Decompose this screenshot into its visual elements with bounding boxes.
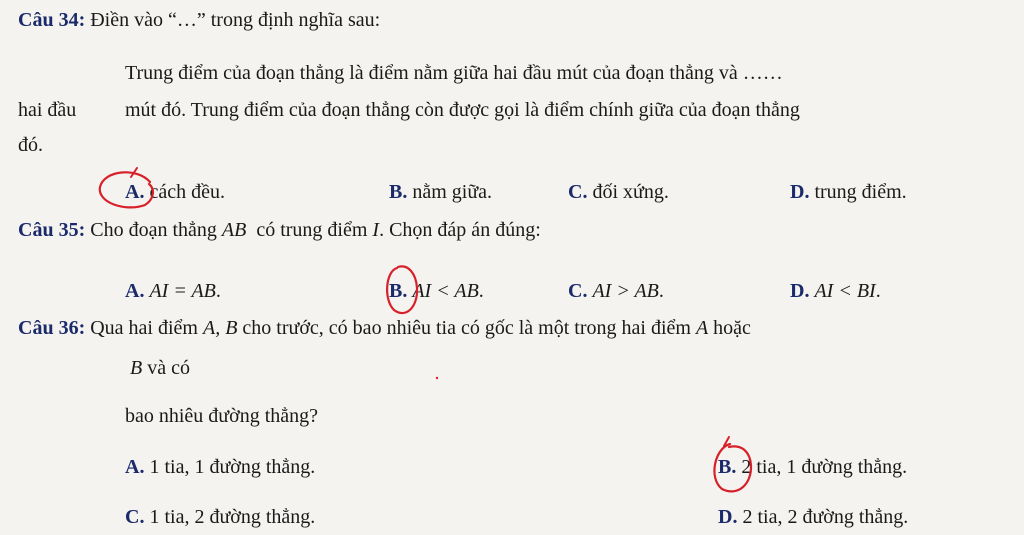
q36-option-d[interactable] <box>718 505 908 529</box>
q35-line <box>18 218 541 242</box>
option-tail: . <box>478 280 484 302</box>
option-text: AI < AB <box>412 280 479 302</box>
option-tail: . <box>215 280 221 302</box>
option-text: cách đều. <box>149 181 225 203</box>
option-letter: B. <box>389 181 408 203</box>
q35-point: I <box>372 219 380 241</box>
q34-line <box>18 8 380 32</box>
option-letter: A. <box>125 280 145 302</box>
option-letter: B. <box>389 280 408 302</box>
option-text: đối xứng. <box>592 181 669 203</box>
q34-definition-line3: đó. <box>18 134 43 156</box>
q36-line2-text: và có <box>147 357 190 379</box>
q34-option-d[interactable] <box>790 180 907 204</box>
q36-prompt-c: hoặc <box>713 317 751 339</box>
option-text: AI > AB <box>592 280 659 302</box>
q36-point: A <box>695 317 709 339</box>
option-text: 2 tia, 2 đường thẳng. <box>742 506 909 528</box>
option-letter: A. <box>125 456 145 478</box>
q36-prompt-a: Qua hai điểm <box>90 317 198 339</box>
option-letter: D. <box>790 280 810 302</box>
q36-line <box>18 316 751 340</box>
q35-option-b[interactable] <box>389 279 484 303</box>
q35-option-c[interactable] <box>568 279 664 303</box>
q36-prompt-b: cho trước, có bao nhiêu tia có gốc là một trong hai điểm <box>242 317 691 339</box>
option-letter: C. <box>125 506 145 528</box>
q35-prompt-a: Cho đoạn thẳng <box>90 219 217 241</box>
option-text: AI < BI <box>814 280 876 302</box>
option-letter: C. <box>568 181 588 203</box>
answer-tick-q36 <box>724 437 729 446</box>
option-tail: . <box>658 280 664 302</box>
stray-red-dot <box>436 377 438 379</box>
q36-line2-point: B <box>130 357 143 379</box>
q35-prompt-c: . Chọn đáp án đúng: <box>379 219 541 241</box>
option-letter: B. <box>718 456 737 478</box>
option-text: 1 tia, 2 đường thẳng. <box>149 506 316 528</box>
option-text: AI = AB <box>149 280 216 302</box>
q34-definition-line2-start: hai đầu <box>18 99 77 121</box>
option-text: 1 tia, 1 đường thẳng. <box>149 456 316 478</box>
option-text: trung điểm. <box>814 181 907 203</box>
q36-line3: bao nhiêu đường thẳng? <box>125 405 319 427</box>
option-letter: D. <box>790 181 810 203</box>
q36-number: Câu 36: <box>18 317 86 339</box>
q34-option-b[interactable] <box>389 180 492 204</box>
q34-option-a[interactable] <box>125 180 225 204</box>
q35-option-d[interactable] <box>790 279 881 303</box>
q36-option-c[interactable] <box>125 505 315 529</box>
option-text: nằm giữa. <box>412 181 493 203</box>
q36-option-b[interactable] <box>718 455 907 479</box>
q34-definition-line2: mút đó. Trung điểm của đoạn thẳng còn được gọi là điểm chính giữa của đoạn thẳng <box>125 99 800 121</box>
q34-definition-line1: Trung điểm của đoạn thẳng là điểm nằm giữa hai đầu mút của đoạn thẳng và …… <box>125 62 783 84</box>
q34-option-c[interactable] <box>568 180 669 204</box>
q34-prompt: Điền vào “…” trong định nghĩa sau: <box>90 9 381 31</box>
option-letter: C. <box>568 280 588 302</box>
q34-number: Câu 34: <box>18 9 86 31</box>
q36-line2 <box>130 356 190 380</box>
q35-prompt-b: có trung điểm <box>256 219 368 241</box>
q35-option-a[interactable] <box>125 279 221 303</box>
option-text: 2 tia, 1 đường thẳng. <box>741 456 908 478</box>
q35-number: Câu 35: <box>18 219 86 241</box>
q36-points: A, B <box>202 317 238 339</box>
q36-option-a[interactable] <box>125 455 315 479</box>
answer-tick-q34 <box>131 168 137 177</box>
option-letter: D. <box>718 506 738 528</box>
option-letter: A. <box>125 181 145 203</box>
option-tail: . <box>875 280 881 302</box>
q35-segment: AB <box>221 219 247 241</box>
